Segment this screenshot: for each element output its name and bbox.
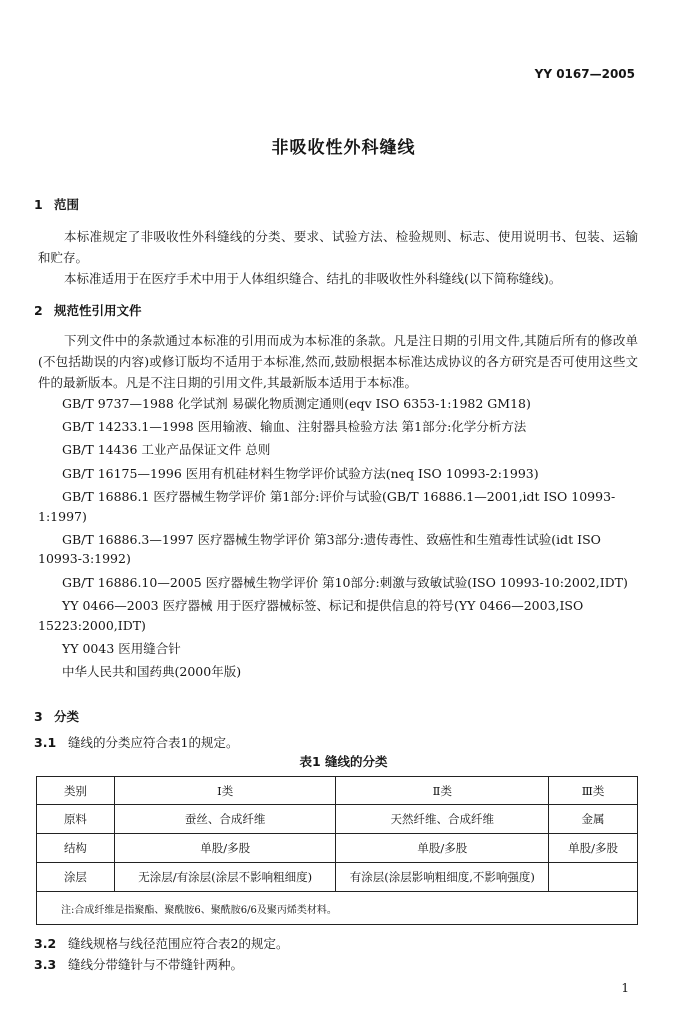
table-caption: 表1 缝线的分类 (299, 754, 388, 769)
document-title: 非吸收性外科缝线 (271, 138, 416, 158)
section-3-heading (34, 707, 79, 725)
reference-item: GB/T 14233.1—1998 医用输液、输血、注射器具检验方法 第1部分:化学分析方法 (62, 419, 527, 435)
section-title: 分类 (54, 709, 80, 724)
table-cell: 单股/多股 (114, 834, 336, 863)
clause-number: 3.3 (34, 957, 57, 972)
table-cell: 涂层 (37, 863, 115, 892)
table-row (37, 834, 638, 863)
section-number: 2 (34, 303, 43, 318)
reference-item: YY 0043 医用缝合针 (62, 640, 181, 656)
table-header-cell: Ⅰ类 (114, 777, 336, 805)
section-number: 3 (34, 709, 43, 724)
standard-code: YY 0167—2005 (534, 67, 635, 81)
paragraph: 本标准规定了非吸收性外科缝线的分类、要求、试验方法、检验规则、标志、使用说明书、包装、运输和贮存。 (38, 229, 638, 265)
table-header-cell: 类别 (37, 777, 115, 805)
table-cell: 无涂层/有涂层(涂层不影响粗细度) (114, 863, 336, 892)
reference-item: GB/T 16886.3—1997 医疗器械生物学评价 第3部分:遗传毒性、致癌性和生殖毒性试验(idt ISO 10993-3:1992) (38, 531, 601, 567)
table-cell: 单股/多股 (336, 834, 549, 863)
reference-item: YY 0466—2003 医疗器械 用于医疗器械标签、标记和提供信息的符号(YY 0466—2003,ISO 15223:2000,IDT) (38, 597, 584, 633)
section-1-body (38, 226, 638, 289)
section-title: 范围 (54, 197, 80, 212)
section-1-heading (34, 195, 79, 213)
clause-number: 3.2 (34, 936, 57, 951)
normative-references (38, 394, 638, 685)
reference-item: GB/T 9737—1988 化学试剂 易碳化物质测定通则(eqv ISO 6353-1:1982 GM18) (62, 396, 531, 411)
reference-item: GB/T 14436 工业产品保证文件 总则 (62, 442, 271, 458)
table-cell: 原料 (37, 805, 115, 834)
table-cell: 有涂层(涂层影响粗细度,不影响强度) (336, 863, 549, 892)
clause-number: 3.1 (34, 735, 57, 750)
classification-table (36, 776, 638, 925)
table-row (37, 863, 638, 892)
section-title: 规范性引用文件 (54, 303, 142, 318)
table-cell: 金属 (549, 805, 638, 834)
clause-3-1 (34, 733, 238, 751)
paragraph: 下列文件中的条款通过本标准的引用而成为本标准的条款。凡是注日期的引用文件,其随后所有的修改单(不包括勘误的内容)或修订版均不适用于本标准,然而,鼓励根据本标准达成协议的各方研究是否可使用这些文件的最新版本。凡是不注日期的引用文件,其最新版本适用于本标准。 (38, 333, 638, 390)
reference-item: GB/T 16886.1 医疗器械生物学评价 第1部分:评价与试验(GB/T 16886.1—2001,idt ISO 10993-1:1997) (38, 488, 616, 524)
table-note-row (37, 892, 638, 925)
reference-item: GB/T 16175—1996 医用有机硅材料生物学评价试验方法(neq ISO 10993-2:1993) (62, 465, 539, 481)
table-cell (549, 863, 638, 892)
reference-item: GB/T 16886.10—2005 医疗器械生物学评价 第10部分:刺激与致敏试验(ISO 10993-10:2002,IDT) (62, 574, 628, 590)
paragraph: 本标准适用于在医疗手术中用于人体组织缝合、结扎的非吸收性外科缝线(以下简称缝线)。 (64, 271, 562, 286)
clause-3-2 (34, 934, 288, 952)
reference-item: 中华人民共和国药典(2000年版) (62, 663, 242, 679)
clause-text: 缝线规格与线径范围应符合表2的规定。 (68, 936, 289, 951)
page-number: 1 (621, 981, 629, 995)
clause-3-3 (34, 955, 243, 973)
section-2-heading (34, 301, 142, 319)
clause-text: 缝线的分类应符合表1的规定。 (68, 735, 239, 750)
table-cell: 单股/多股 (549, 834, 638, 863)
table-header-cell: Ⅱ类 (336, 777, 549, 805)
table-cell: 天然纤维、合成纤维 (336, 805, 549, 834)
section-number: 1 (34, 197, 43, 212)
table-row (37, 805, 638, 834)
table-header-cell: Ⅲ类 (549, 777, 638, 805)
table-note: 注:合成纤维是指聚酯、聚酰胺6、聚酰胺6/6及聚丙烯类材料。 (37, 892, 638, 925)
table-header-row (37, 777, 638, 805)
table-cell: 结构 (37, 834, 115, 863)
section-2-intro (38, 330, 638, 393)
clause-text: 缝线分带缝针与不带缝针两种。 (68, 957, 244, 972)
table-cell: 蚕丝、合成纤维 (114, 805, 336, 834)
